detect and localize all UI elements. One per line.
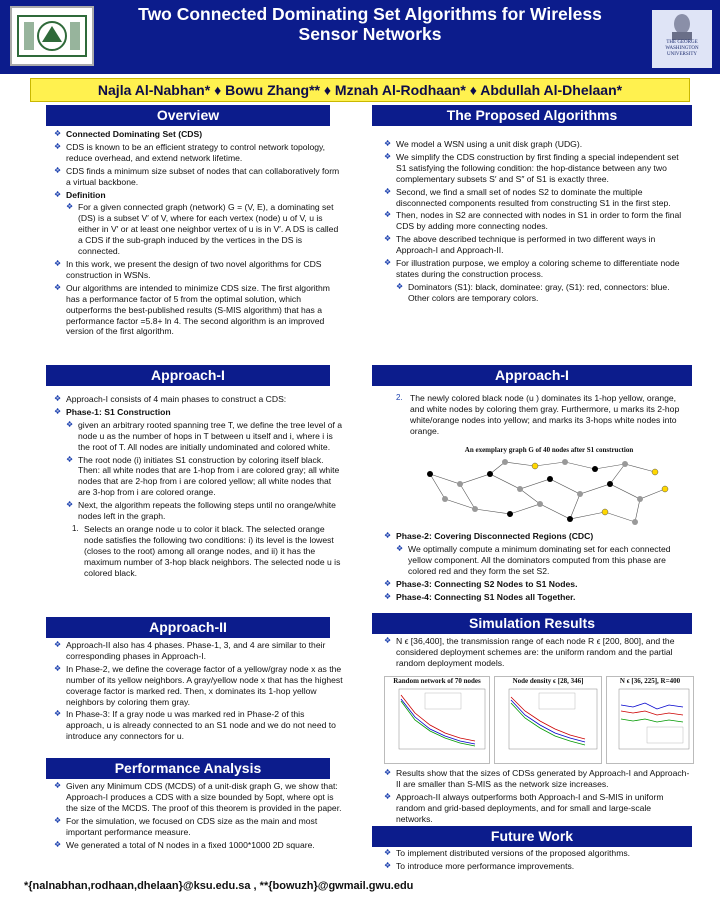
section-overview: Overview xyxy=(46,105,330,126)
bullet-icon: ❖ xyxy=(54,781,62,790)
bullet-icon: ❖ xyxy=(384,151,392,161)
chart-title: Node density ϵ [28, 346] xyxy=(512,677,584,685)
section-approach1-right: Approach-I xyxy=(372,365,692,386)
chart-title: N ϵ [36, 225], R=400 xyxy=(619,677,681,685)
section-future: Future Work xyxy=(372,826,692,847)
bullet-icon: ❖ xyxy=(384,531,392,540)
bullet-icon: ❖ xyxy=(54,640,62,649)
list-item: ❖ In Phase-3: If a gray node u was marked red in Phase-2 of this approach, u is already connected to an S1 node and we do not need to introduce any connectors for u. xyxy=(54,709,336,742)
logo-text-3: UNIVERSITY xyxy=(667,52,697,57)
logo-text-2: WASHINGTON xyxy=(665,46,699,51)
overview-body xyxy=(54,129,340,339)
approach2-body xyxy=(54,640,344,744)
bullet-icon: ❖ xyxy=(384,578,392,588)
list-number: 1. xyxy=(72,523,79,533)
poster-title xyxy=(100,4,640,44)
list-item: ❖ For the simulation, we focused on CDS size as the main and most important performance measure. xyxy=(54,815,318,837)
performance-body xyxy=(54,781,344,852)
simulation-body xyxy=(384,636,690,671)
list-item: ❖ For a given connected graph (network) G = (V, E), a dominating set (DS) is a subset V′ of V, where for each vertex (node) u of V, u is either in V′ or at least one neighbor vertex of u is in V′. A DS is called a CDS if the sub-graph induced by the vertices in the DS is connected. xyxy=(66,202,339,257)
line-chart-icon xyxy=(607,685,693,761)
bullet-icon: ❖ xyxy=(384,860,392,870)
list-item: ❖ Dominators (S1): black, dominatee: gray, (S1): red, connectors: blue. Other colors are temporary colors. xyxy=(396,281,670,303)
list-item: ❖ The above described technique is performed in two different ways in Approach-I and Approach-II. xyxy=(384,234,656,256)
list-item: ❖ given an arbitrary rooted spanning tree T, we define the tree level of a node u as the number of hops in T between u itself and i, where i is the root of T. All nodes are initially undominated and colored white. xyxy=(66,419,343,452)
list-item: ❖ Approach-II also has 4 phases. Phase-1, 3, and 4 are similar to their corresponding phases in Approach-I. xyxy=(54,640,326,661)
bullet-icon: ❖ xyxy=(384,791,392,801)
list-item: ❖ Approach-I consists of 4 main phases to construct a CDS: xyxy=(54,394,287,404)
line-chart-icon xyxy=(495,685,601,761)
poster-header xyxy=(0,0,720,74)
chart-title: Random network of 70 nodes xyxy=(393,677,481,685)
list-item: ❖ Next, the algorithm repeats the following steps until no orange/white nodes left in the graph. xyxy=(66,500,336,522)
list-item: ❖ Given any Minimum CDS (MCDS) of a unit-disk graph G, we show that: Approach-I produces a CDS with a size bounded by 5opt, where opt is the size of the MCDS. The proof of this theorem is provided in the paper. xyxy=(54,781,342,813)
list-item: ❖ Phase-4: Connecting S1 Nodes all Together. xyxy=(384,591,576,602)
future-body xyxy=(384,848,690,874)
bullet-icon: ❖ xyxy=(384,210,392,220)
list-item: ❖ Phase-2: Covering Disconnected Regions (CDC) xyxy=(384,531,594,541)
bullet-icon: ❖ xyxy=(54,258,62,268)
list-item: ❖ Phase-1: S1 Construction xyxy=(54,406,171,417)
list-item: ❖ In Phase-2, we define the coverage factor of a yellow/gray node x as the number of its yellow neighbors. A gray/yellow node x that has the highest coverage factor is marked red. Then, x dominates its 1-hop yellow neighbors by coloring them gray. xyxy=(54,663,343,707)
example-graph-figure xyxy=(420,446,678,532)
section-performance: Performance Analysis xyxy=(46,758,330,779)
sim-chart-1 xyxy=(384,676,490,764)
list-item: ❖ We generated a total of N nodes in a fixed 1000*1000 2D square. xyxy=(54,839,315,850)
bullet-icon: ❖ xyxy=(66,500,74,510)
bullet-icon: ❖ xyxy=(54,839,62,849)
list-item: 2. The newly colored black node (u ) dominates its 1-hop yellow, orange, and white nodes by coloring them gray. Furthermore, u marks its 2-hop white/orange nodes into yellow; and marks its 3-hops white nodes into orange. xyxy=(396,393,680,436)
bullet-icon: ❖ xyxy=(54,406,62,416)
university-logo-right xyxy=(652,10,712,68)
proposed-body xyxy=(384,139,690,306)
bullet-icon: ❖ xyxy=(54,282,62,292)
sim-chart-3 xyxy=(606,676,694,764)
list-item: ❖ In this work, we present the design of two novel algorithms for CDS construction in WSNs. xyxy=(54,258,322,280)
logo-text-1: THE GEORGE xyxy=(666,40,698,45)
section-approach1-left: Approach-I xyxy=(46,365,330,386)
list-item: ❖ We optimally compute a minimum dominating set for each connected yellow component. All the dominators computed from this phase are colored red and they form the set S2. xyxy=(396,543,671,576)
list-item: ❖ Results show that the sizes of CDSs generated by Approach-I and Approach-II are smaller than S-MIS as the network size increases. xyxy=(384,768,690,789)
figure-caption: An exemplary graph G of 40 nodes after S1 construction xyxy=(464,446,634,454)
sim-chart-2 xyxy=(494,676,602,764)
approach1-right-body xyxy=(384,393,690,439)
node-graph-icon xyxy=(420,454,678,530)
list-item: ❖ Second, we find a small set of nodes S2 to dominate the multiple disconnected components resulted from constructing S1 in the first step. xyxy=(384,186,671,208)
bullet-icon: ❖ xyxy=(396,281,404,291)
title-line-2: Sensor Networks xyxy=(298,24,442,44)
bullet-icon: ❖ xyxy=(54,141,62,151)
bullet-icon: ❖ xyxy=(384,636,392,645)
list-number: 2. xyxy=(396,393,403,402)
list-item: ❖ Our algorithms are intended to minimize CDS size. The first algorithm has a performance factor of 5 from the optimal solution, which outperforms the best-published results (S-MIS algorithm) that has a performance factor =5.8+ ln 4. The second algorithm is an improved version of the first algorithm. xyxy=(54,282,330,337)
bullet-icon: ❖ xyxy=(54,709,62,719)
list-item: ❖ Connected Dominating Set (CDS) xyxy=(54,129,203,139)
list-item: ❖ To implement distributed versions of the proposed algorithms. xyxy=(384,848,631,858)
section-approach2: Approach-II xyxy=(46,617,330,638)
list-item: ❖ For illustration purpose, we employ a coloring scheme to differentiate node states during the construction process. xyxy=(384,258,680,279)
list-item: ❖ We model a WSN using a unit disk graph (UDG). xyxy=(384,139,583,149)
simulation-results xyxy=(384,768,690,827)
title-line-1: Two Connected Dominating Set Algorithms for Wireless xyxy=(138,4,602,24)
bullet-icon: ❖ xyxy=(54,165,62,175)
bullet-icon: ❖ xyxy=(384,591,392,601)
bullet-icon: ❖ xyxy=(384,768,392,777)
list-item: ❖ N ϵ [36,400], the transmission range of each node R ϵ [200, 800], and the considered deployment schemes are: the uniform random and the partial random deployment models. xyxy=(384,636,675,668)
footer-emails: *{nalnabhan,rodhaan,dhelaan}@ksu.edu.sa , **{bowuzh}@gwmail.gwu.edu xyxy=(24,880,414,892)
bullet-icon: ❖ xyxy=(396,543,404,553)
authors-bar: Najla Al-Nabhan* ♦ Bowu Zhang** ♦ Mznah Al-Rodhaan* ♦ Abdullah Al-Dhelaan* xyxy=(30,78,690,102)
bullet-icon: ❖ xyxy=(384,139,392,148)
list-item: ❖ CDS is known to be an efficient strategy to control network topology, reduce overhead, and extend network lifetime. xyxy=(54,141,326,163)
bullet-icon: ❖ xyxy=(54,815,62,825)
list-item: 1. Selects an orange node u to color it black. The selected orange node satisfies the following two conditions: i) its level is the lowest (closes to the root) among all orange nodes, and ii) it has the maximum number of 3-hop black neighbors. The selected node u is colored black. xyxy=(72,523,341,578)
section-proposed: The Proposed Algorithms xyxy=(372,105,692,126)
list-item: ❖ Phase-3: Connecting S2 Nodes to S1 Nodes. xyxy=(384,578,578,589)
bullet-icon: ❖ xyxy=(384,186,392,196)
list-item: ❖ The root node (i) initiates S1 construction by coloring itself black. Then: all white nodes that are 1-hop from i are colored gray; all white nodes that are 2-hop from i are colored yellow; all white nodes that are 3-hop from i are colored orange. xyxy=(66,454,340,498)
list-item: ❖ Definition xyxy=(54,189,106,200)
bullet-icon: ❖ xyxy=(54,189,62,199)
washington-portrait-icon xyxy=(667,12,697,40)
university-logo-left xyxy=(10,6,94,66)
bullet-icon: ❖ xyxy=(54,129,62,138)
bullet-icon: ❖ xyxy=(384,258,392,268)
bullet-icon: ❖ xyxy=(66,419,74,429)
bullet-icon: ❖ xyxy=(66,454,74,464)
section-simulation: Simulation Results xyxy=(372,613,692,634)
bullet-icon: ❖ xyxy=(384,234,392,244)
bullet-icon: ❖ xyxy=(66,202,74,212)
list-item: ❖ We simplify the CDS construction by first finding a special independent set S1 satisfying the following condition: the hop-distance between any two complementary subsets S′ and S″ of S1 is exactly three. xyxy=(384,151,679,184)
list-item: ❖ Approach-II always outperforms both Approach-I and S-MIS in uniform random and grid-based deployments, and for small and large-scale networks. xyxy=(384,791,664,824)
line-chart-icon xyxy=(385,685,489,761)
list-item: ❖ To introduce more performance improvements. xyxy=(384,860,575,871)
phase-list xyxy=(384,531,690,604)
approach1-body xyxy=(54,394,344,581)
bullet-icon: ❖ xyxy=(384,848,392,857)
list-item: ❖ CDS finds a minimum size subset of nodes that can collaboratively form a virtual backbone. xyxy=(54,165,340,187)
bullet-icon: ❖ xyxy=(54,394,62,403)
list-item: ❖ Then, nodes in S2 are connected with nodes in S1 in order to form the final CDS by adding more connecting nodes. xyxy=(384,210,682,232)
bullet-icon: ❖ xyxy=(54,663,62,673)
